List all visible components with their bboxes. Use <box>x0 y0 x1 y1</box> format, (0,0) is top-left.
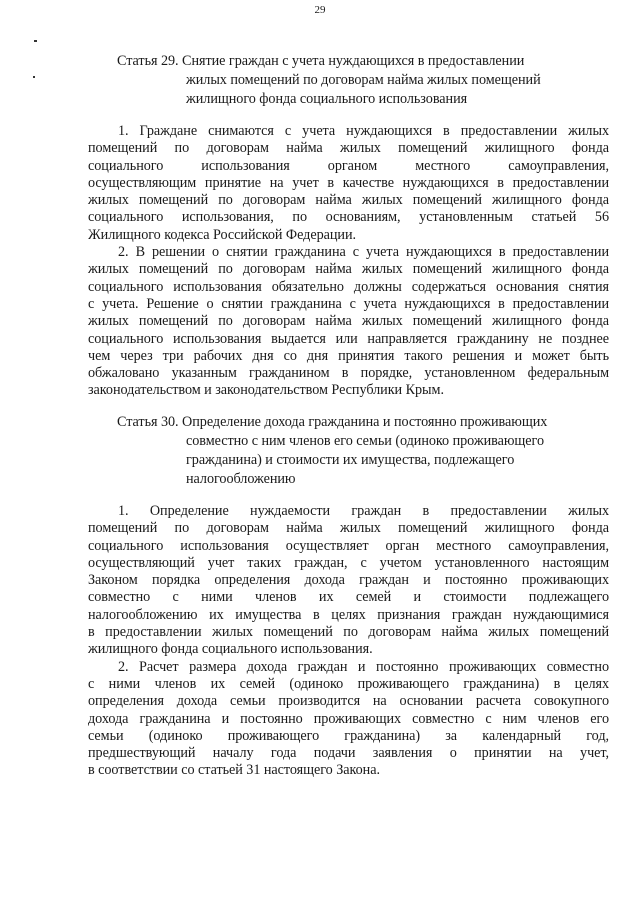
text-line: социального использования органом местного самоуправления, <box>88 157 609 174</box>
text-line: 2. Расчет размера дохода граждан и постоянно проживающих совместно <box>118 658 609 675</box>
text-line: 2. В решении о снятии гражданина с учета нуждающихся в предоставлении <box>118 244 609 261</box>
heading-line: совместно с ним членов его семьи (одиноко проживающего <box>186 433 544 449</box>
text-line: законодательством и законодательством Республики Крым. <box>88 382 444 399</box>
text-line: жилых помещений по договорам найма жилых помещений жилищного фонда <box>88 313 609 330</box>
text-line: определения дохода семьи производится на основании расчета совокупного <box>88 693 609 710</box>
heading-line: жилых помещений по договорам найма жилых помещений <box>186 72 541 88</box>
text-line: налогообложению их имущества в целях признания граждан нуждающимися <box>88 606 609 623</box>
text-line: социального использования осуществляет орган местного самоуправления, <box>88 537 609 554</box>
text-line: обжаловано указанным гражданином в порядке, установленном федеральным <box>88 365 609 382</box>
heading-line: Статья 29. Снятие граждан с учета нуждающихся в предоставлении <box>117 53 525 69</box>
text-line: с ними членов их семей (одиноко проживающего гражданина) в целях <box>88 675 609 692</box>
page-number: 29 <box>314 4 326 16</box>
text-line: социального использования, по основаниям, установленным статьей 56 <box>88 209 609 226</box>
scan-mark <box>33 76 35 78</box>
article-30-heading <box>117 413 607 489</box>
text-line: 1. Определение нуждаемости граждан в предоставлении жилых <box>118 503 609 519</box>
text-line: Законом порядка определения дохода граждан и постоянно проживающих <box>88 572 609 589</box>
heading-line: налогообложению <box>186 471 296 487</box>
text-line: осуществляющий учет таких граждан, с учетом установленного настоящим <box>88 554 609 571</box>
text-line: осуществляющим принятие на учет в качестве нуждающихся в предоставлении <box>88 174 609 191</box>
text-line: в предоставлении жилых помещений по договорам найма жилых помещений <box>88 624 609 641</box>
article-30-body <box>88 503 609 780</box>
scan-mark <box>34 40 37 42</box>
text-line: жилых помещений по договорам найма жилых помещений жилищного фонда <box>88 261 609 278</box>
text-line: чем через три рабочих дня со дня принятия такого решения и может быть <box>88 347 609 364</box>
text-line: жилищного фонда социального использования. <box>88 641 373 658</box>
heading-line: Статья 30. Определение дохода гражданина и постоянно проживающих <box>117 414 548 430</box>
text-line: социального использования выдается или направляется гражданину не позднее <box>88 330 609 347</box>
heading-line: жилищного фонда социального использования <box>186 91 468 107</box>
text-line: предшествующий началу года подачи заявления о принятии на учет, <box>88 745 609 762</box>
heading-line: гражданина) и стоимости их имущества, подлежащего <box>186 452 515 468</box>
text-line: помещений по договорам найма жилых помещений жилищного фонда <box>88 520 609 537</box>
paragraph <box>88 659 609 780</box>
text-line: с учета. Решение о снятии гражданина с учета нуждающихся в предоставлении <box>88 295 609 312</box>
text-line: жилых помещений по договорам найма жилых помещений жилищного фонда <box>88 192 609 209</box>
text-line: социального использования обязательно должны содержаться основания снятия <box>88 278 609 295</box>
text-line: 1. Граждане снимаются с учета нуждающихся в предоставлении жилых <box>118 123 609 139</box>
paragraph <box>88 503 609 659</box>
text-line: совместно с ними членов их семей и стоимости подлежащего <box>88 589 609 606</box>
paragraph <box>88 123 609 244</box>
article-29-body <box>88 123 609 400</box>
article-29-heading <box>117 52 607 109</box>
text-line: семьи (одиноко проживающего гражданина) за календарный год, <box>88 727 609 744</box>
text-line: помещений по договорам найма жилых помещений жилищного фонда <box>88 140 609 157</box>
text-line: дохода гражданина и постоянно проживающих совместно с ним членов его <box>88 710 609 727</box>
text-line: Жилищного кодекса Российской Федерации. <box>88 226 356 243</box>
paragraph <box>88 244 609 400</box>
text-line: в соответствии со статьей 31 настоящего Закона. <box>88 762 380 779</box>
